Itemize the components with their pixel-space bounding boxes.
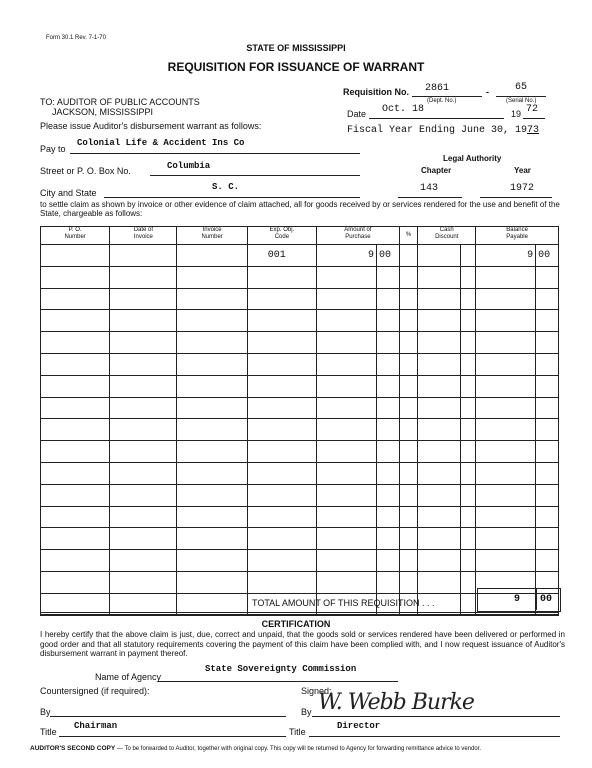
date-year-value[interactable]: 72: [526, 104, 539, 115]
footer-note: [30, 745, 570, 753]
countersigned-label: Countersigned (if required):: [40, 686, 150, 696]
requisition-dash: -: [486, 87, 489, 97]
agency-label: Name of Agency: [95, 672, 162, 682]
dept-number-label: (Dept. No.): [427, 98, 457, 104]
col-balance-payable: Balance Payable: [476, 227, 559, 245]
table-row: [41, 353, 559, 375]
signature: W. Webb Burke: [318, 690, 474, 715]
row1-code[interactable]: 001: [247, 245, 316, 267]
right-title-value[interactable]: Director: [337, 721, 381, 731]
table-row: [41, 266, 559, 288]
footer-bold: AUDITOR'S SECOND COPY: [30, 745, 116, 752]
left-title-label: Title: [40, 727, 57, 737]
state-title: STATE OF MISSISSIPPI: [246, 43, 346, 53]
date-label: Date: [347, 109, 367, 119]
total-label: TOTAL AMOUNT OF THIS REQUISITION . . .: [252, 598, 435, 608]
chapter-value[interactable]: 143: [420, 183, 439, 194]
table-row: [41, 332, 559, 354]
legal-authority-label: Legal Authority: [443, 154, 502, 163]
col-exp-obj-code: Exp. Obj. Code: [247, 227, 316, 245]
table-row: [41, 375, 559, 397]
pay-to-value[interactable]: Colonial Life & Accident Ins Co: [77, 138, 245, 148]
table-row: [41, 441, 559, 463]
table-row: [41, 550, 559, 572]
table-row: [41, 245, 559, 267]
serial-number-value[interactable]: 65: [515, 82, 528, 93]
dept-number-value[interactable]: 2861: [425, 83, 450, 94]
requisition-label: Requisition No.: [343, 87, 409, 97]
to-city: JACKSON, MISSISSIPPI: [52, 107, 154, 117]
chapter-label: Chapter: [421, 166, 452, 175]
table-row: [41, 397, 559, 419]
fiscal-year-text: Fiscal Year Ending June 30, 19: [347, 125, 528, 136]
pay-to-label: Pay to: [40, 144, 66, 154]
street-value[interactable]: Columbia: [167, 161, 211, 171]
col-date-of-invoice: Date of Invoice: [110, 227, 177, 245]
col-amount-of-purchase: Amount of Purchase: [317, 227, 400, 245]
table-row: [41, 484, 559, 506]
table-row: [41, 506, 559, 528]
date-value[interactable]: Oct. 18: [382, 104, 425, 115]
left-title-value[interactable]: Chairman: [74, 721, 118, 731]
table-row: [41, 310, 559, 332]
row1-amount-dollars[interactable]: 9: [317, 245, 377, 267]
table-row: [41, 462, 559, 484]
serial-number-label: (Serial No.): [506, 98, 537, 104]
table-row: [41, 528, 559, 550]
charges-table: [40, 226, 559, 616]
table-row: [41, 288, 559, 310]
page-title: REQUISITION FOR ISSUANCE OF WARRANT: [167, 60, 425, 74]
row1-balance-dollars[interactable]: 9: [476, 245, 536, 267]
issue-text: Please issue Auditor's disbursement warrant as follows:: [40, 121, 262, 131]
to-label: TO: AUDITOR OF PUBLIC ACCOUNTS: [40, 97, 200, 107]
table-row: [41, 419, 559, 441]
street-label: Street or P. O. Box No.: [40, 166, 131, 176]
city-value[interactable]: S. C.: [212, 182, 240, 192]
total-dollars[interactable]: 9: [514, 594, 521, 605]
certification-title: CERTIFICATION: [261, 619, 331, 629]
left-by-label: By: [40, 707, 51, 717]
col-po-number: P. O. Number: [41, 227, 110, 245]
fiscal-year-value[interactable]: 73: [527, 125, 540, 136]
certification-text: I hereby certify that the above claim is just, due, correct and unpaid, that the goods sold or services rendered have been delivered or performed in good order and that all statutory requirements covering the payment of this claim have been complied with, and I now request issuance of Auditor's disbursement warrant in payment thereof.: [40, 630, 565, 658]
col-cash-discount: Cash Discount: [418, 227, 476, 245]
form-number: Form 30.1 Rev. 7-1-70: [46, 35, 106, 41]
legal-year-label: Year: [514, 166, 531, 175]
row1-amount-cents[interactable]: 00: [376, 245, 399, 267]
signed-label: Signed:: [301, 686, 332, 696]
right-by-label: By: [301, 707, 312, 717]
settle-text: to settle claim as shown by invoice or other evidence of claim attached, all for goods received by or services rendered for the use and benefit of the State, chargeable as follows:: [40, 200, 560, 218]
col-invoice-number: Invoice Number: [177, 227, 247, 245]
row1-balance-cents[interactable]: 00: [536, 245, 559, 267]
city-label: City and State: [40, 188, 97, 198]
legal-year-value[interactable]: 1972: [510, 183, 535, 194]
footer-text: — To be forwarded to Auditor, together with original copy. This copy will be returned to Agency for forwarding remittance advice to vendor.: [115, 746, 482, 752]
total-cents[interactable]: 00: [540, 594, 553, 605]
agency-value[interactable]: State Sovereignty Commission: [205, 664, 357, 674]
col-percent: %: [399, 227, 418, 245]
date-year-prefix: 19: [511, 109, 522, 119]
table-header-row: [41, 227, 559, 245]
right-title-label: Title: [289, 727, 306, 737]
